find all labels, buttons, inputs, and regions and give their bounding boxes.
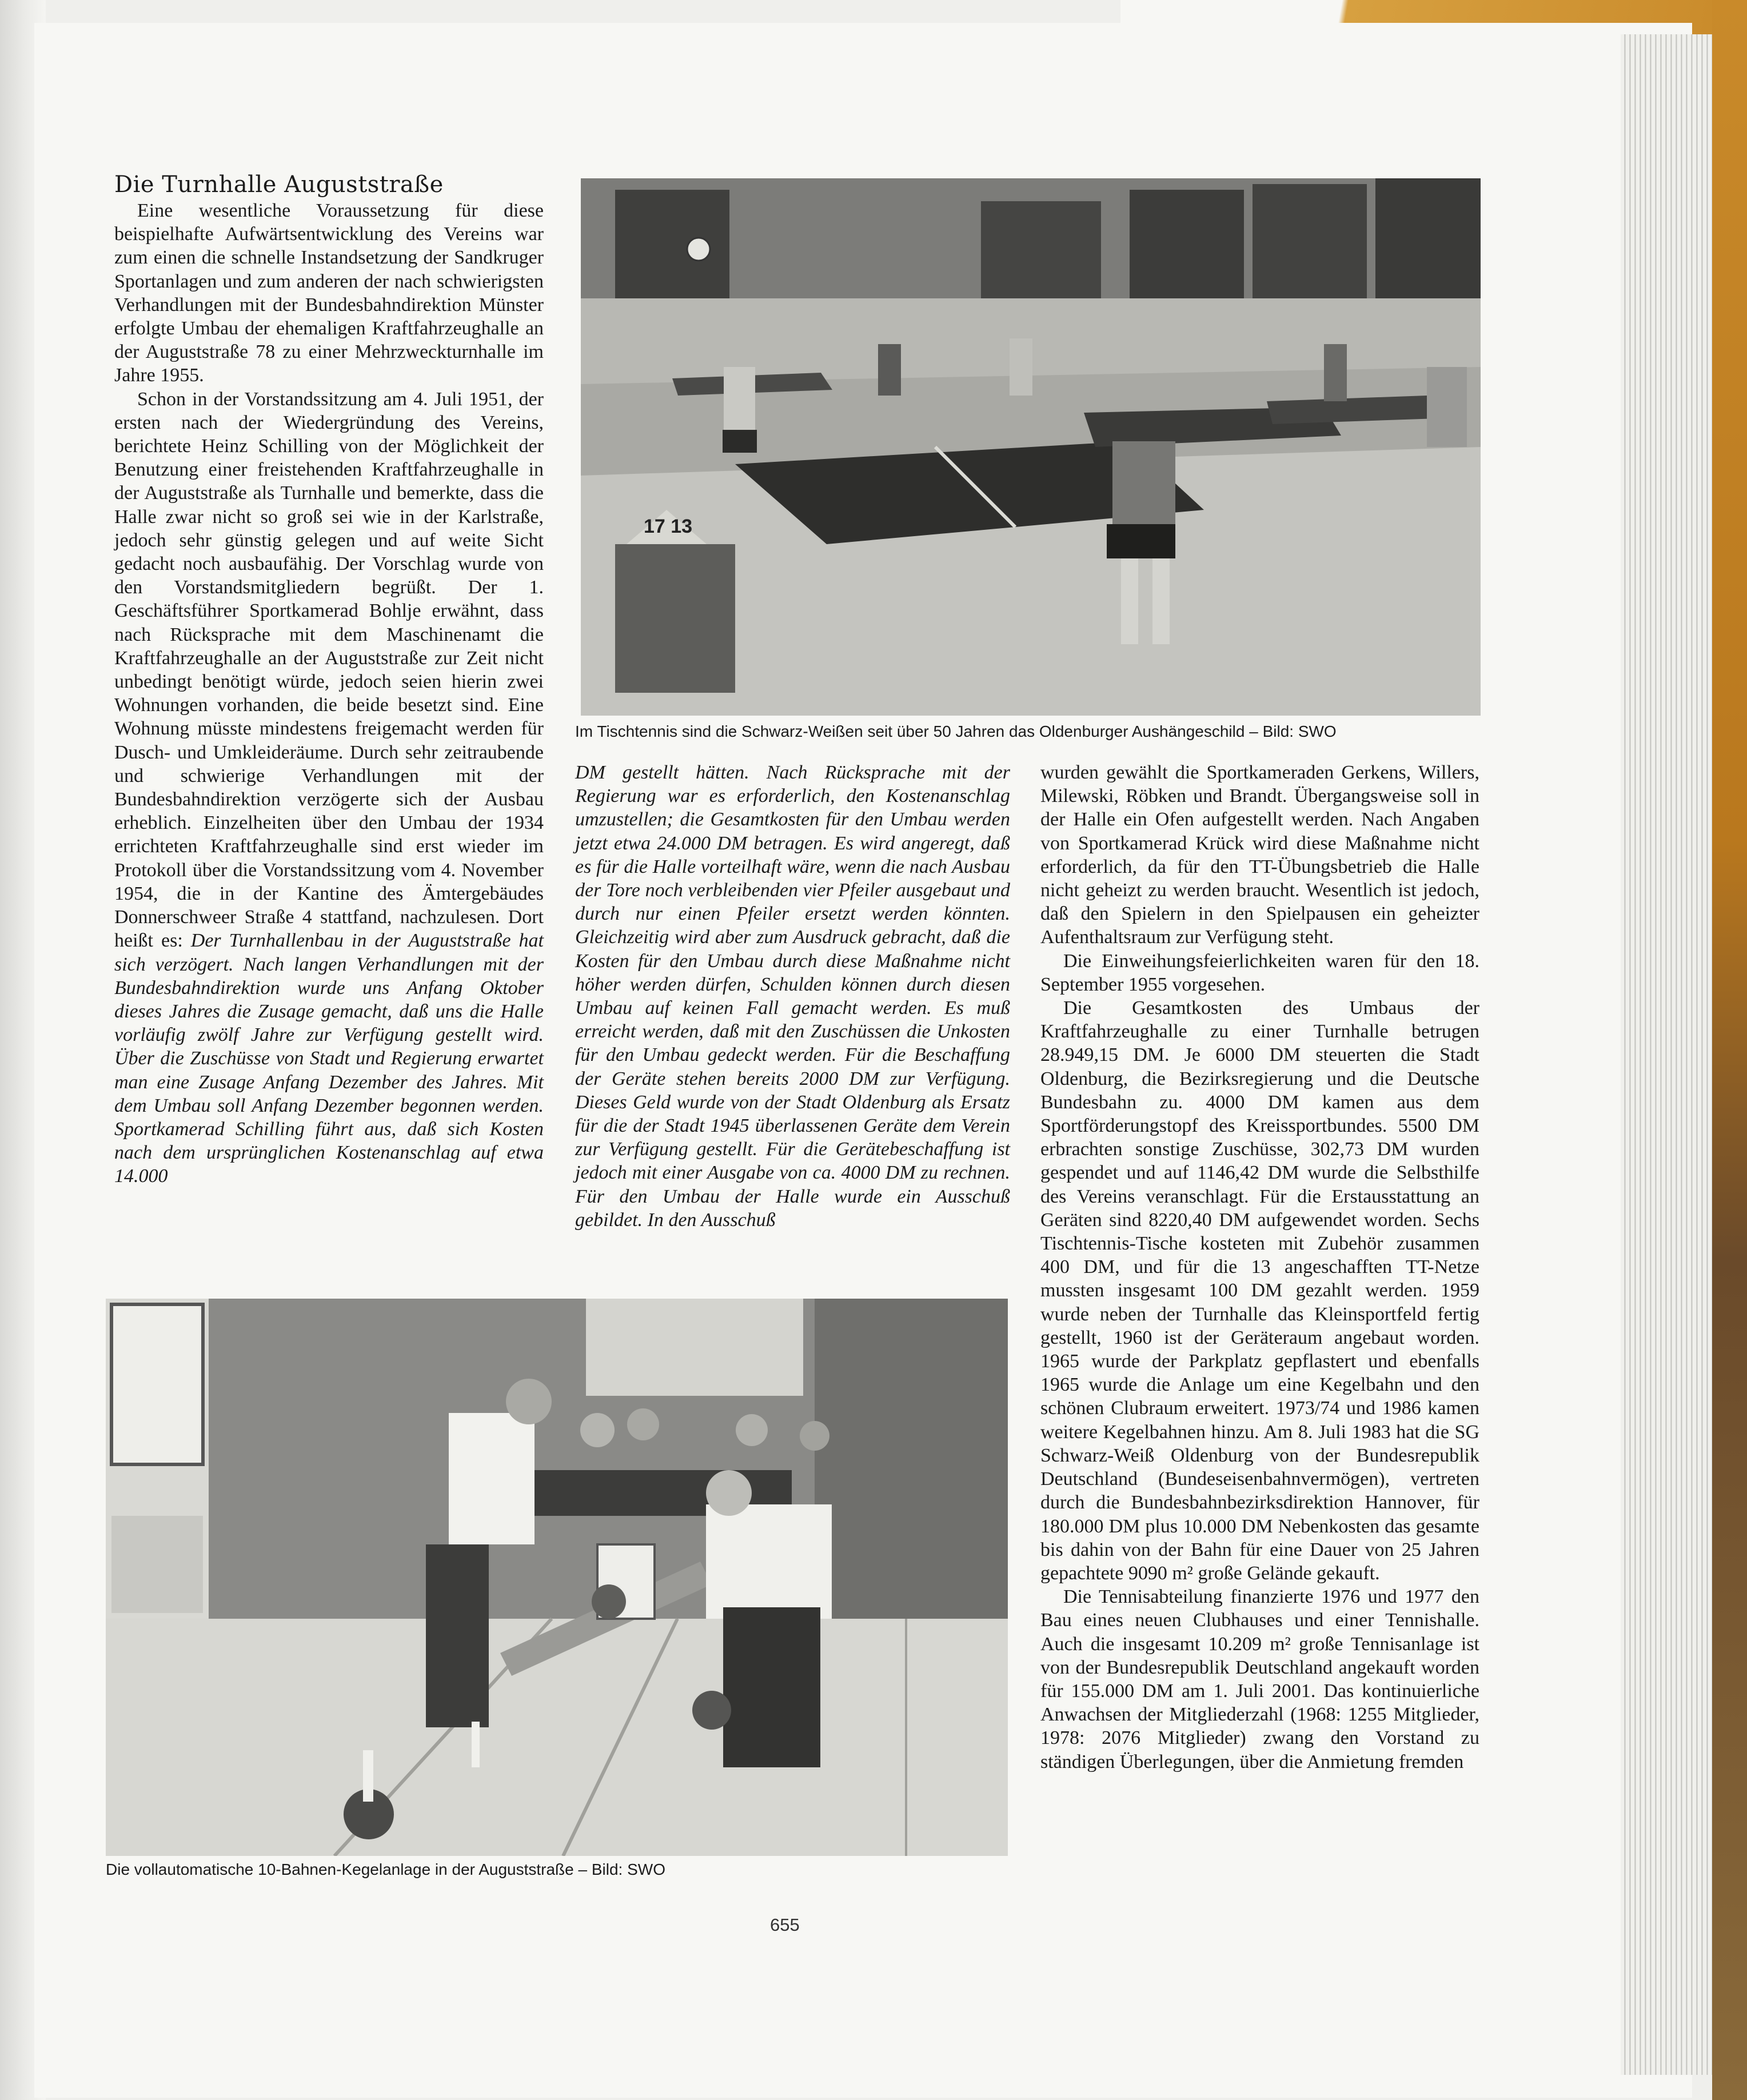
- protocol-quote-end: wurden gewählt die Sportkameraden Gerkens, Willers, Milewski, Röbken und Brandt. Übergangsweise soll in der Halle ein Ofen aufgestellt werden. Nach Angaben von Sportkamerad Krück wird diese Maßnahme nicht erforderlich, da für den TT-Übungsbetrieb die Halle nicht geheizt zu werden braucht. Wesentlich ist jedoch, daß den Spielern in den Spielpausen ein geheizter Aufenthaltsraum zur Verfügung steht.: [1040, 762, 1479, 948]
- page-number: 655: [770, 1915, 800, 1935]
- paragraph: Eine wesentliche Voraussetzung für diese beispielhafte Aufwärtsentwicklung des Vereins war zum einen die schnelle Instandsetzung der Sandkruger Sportanlagen und zum anderen der nach schwierigsten Verhandlungen mit der Bundesbahndirektion Münster erfolgte Umbau der ehemaligen Kraftfahrzeughalle an der Auguststraße 78 zu einer Mehrzweckturnhalle im Jahre 1955.: [114, 200, 544, 386]
- paragraph: Die Gesamtkosten des Umbaus der Kraftfahrzeughalle zu einer Turnhalle betrugen 28.949,15 DM. Je 6000 DM steuerten die Stadt Oldenburg, die Bezirksregierung und die Deutsche Bundesbahn zu. 4000 DM kamen aus dem Sportförderungstopf des Kreissportbundes. 5500 DM erbrachten sonstige Zuschüsse, 302,73 DM wurden gespendet und auf 1146,42 DM wurde die Selbsthilfe des Vereins veranschlagt. Für die Erstausstattung an Geräten sind 8220,40 DM aufgewendet worden. Sechs Tischtennis-Tische kosteten mit Zubehör zusammen 400 DM, und für die 13 angeschafften TT-Netze mussten insgesamt 100 DM gezahlt werden. 1959 wurde neben der Turnhalle das Kleinsportfeld fertig gestellt, 1960 ist der Geräteraum angebaut worden. 1965 wurde der Parkplatz gepflastert und ebenfalls 1965 wurde die Anlage um eine Kegelbahn und den schönen Clubraum erweitert. 1973/74 und 1986 kamen weitere Kegelbahnen hinzu. Am 8. Juli 1983 hat die SG Schwarz-Weiß Oldenburg von der Bundesrepublik Deutschland (Bundeseisenbahnvermögen), vertreten durch die Bundesbahnbezirksdirektion Hannover, für 180.000 DM plus 10.000 DM Nebenkosten das gesamte bis dahin von der Bahn für eine Dauer von 25 Jahren gepachtete 9090 m² große Gelände gekauft.: [1040, 997, 1479, 1584]
- section-heading: Die Turnhalle Auguststraße: [114, 171, 444, 198]
- bowling-alley-photo: [106, 1299, 1008, 1856]
- text-column-1: [114, 170, 544, 1188]
- paragraph: Die Tennisabteilung finanzierte 1976 und 1977 den Bau eines neuen Clubhauses und einer Tennishalle. Auch die insgesamt 10.209 m² große Tennisanlage ist von der Bundesrepublik Deutschland angekauft worden für 155.000 DM am 1. Juli 2001. Das kontinuierliche Anwachsen der Mitgliederzahl (1968: 1255 Mitglieder, 1978: 2076 Mitglieder) zwang den Vorstand zu ständigen Überlegungen, über die Anmietung fremden: [1040, 1586, 1479, 1772]
- bowling-caption: Die vollautomatische 10-Bahnen-Kegelanlage in der Auguststraße – Bild: SWO: [106, 1861, 665, 1878]
- page-stack-edge: [1621, 34, 1724, 2075]
- book-cover-edge: [1712, 0, 1747, 2100]
- protocol-quote-continued: DM gestellt hätten. Nach Rücksprache mit der Regierung war es erforderlich, den Kostenanschlag umzustellen; die Gesamtkosten für den Umbau werden jetzt etwa 24.000 DM betragen. Es wird angeregt, daß es für die Halle vorteilhaft wäre, wenn die nach Ausbau der Tore noch verbleibenden vier Pfeiler ausgebaut und durch nur einen Pfeiler ersetzt werden könnten. Gleichzeitig wird aber zum Ausdruck gebracht, daß die Kosten für den Umbau durch diese Maßnahme nicht höher werden dürfen, Schulden können durch diesen Umbau auf keinen Fall gemacht werden. Es muß erreicht werden, daß mit den Zuschüssen die Unkosten für den Umbau gedeckt werden. Für die Beschaffung der Geräte stehen bereits 2000 DM zur Verfügung. Dieses Geld wurde von der Stadt Oldenburg als Ersatz für die der Stadt 1945 überlassenen Geräte dem Verein zur Verfügung gestellt. Für die Gerätebeschaffung ist jedoch mit einer Ausgabe von ca. 4000 DM zu rechnen. Für den Umbau der Halle wurde ein Ausschuß gebildet. In den Ausschuß: [575, 762, 1010, 1231]
- table-tennis-scene: [581, 178, 1481, 716]
- protocol-quote: Der Turnhallenbau in der Auguststraße hat sich verzögert. Nach langen Verhandlungen mit der Bundesbahndirektion wurde uns Anfang Oktober dieses Jahres die Zusage gemacht, daß uns die Halle vorläufig zwölf Jahre zur Verfügung gestellt wird. Über die Zuschüsse von Stadt und Regierung erwartet man eine Zusage Anfang Dezember des Jahres. Mit dem Umbau soll Anfang Dezember begonnen werden. Sportkamerad Schilling führt aus, daß sich Kosten nach dem ursprünglichen Kostenanschlag auf etwa 14.000: [114, 930, 544, 1187]
- text-column-3: [1040, 761, 1479, 1774]
- scoreboard-sign: 17 13: [644, 516, 693, 537]
- paragraph-text: Schon in der Vorstandssitzung am 4. Juli 1951, der ersten nach der Wiedergründung des Vereins, berichtete Heinz Schilling von der Möglichkeit der Benutzung einer freistehenden Kraftfahrzeughalle in der Auguststraße als Turnhalle und bemerkte, dass die Halle zwar nicht so groß sei wie in der Karlstraße, jedoch sehr günstig gelegen und auf weite Sicht gedacht noch ausbaufähig. Der Vorschlag wurde von den Vorstandsmitgliedern begrüßt. Der 1. Geschäftsführer Sportkamerad Bohlje erwähnt, dass nach Rücksprache mit dem Maschinenamt die Kraftfahrzeughalle an der Auguststraße zur Zeit nicht unbedingt benötigt würde, jedoch seien hierin zwei Wohnungen vorhanden, die beide besetzt sind. Eine Wohnung müsste mindestens freigemacht werden für Dusch- und Umkleideräume. Durch sehr zeitraubende und schwierige Verhandlungen mit der Bundesbahndirektion verzögerte sich der Ausbau erheblich. Einzelheiten über den Umbau der 1934 errichteten Kraftfahrzeughalle sind erst wieder im Protokoll über die Vorstandssitzung vom 4. November 1954, die in der Kantine des Ämtergebäudes Donnerschweer Straße 4 stattfand, nachzulesen. Dort heißt es:: [114, 388, 544, 952]
- bowling-scene: [106, 1299, 1008, 1856]
- paragraph: Die Einweihungsfeierlichkeiten waren für den 18. September 1955 vorgesehen.: [1040, 950, 1479, 995]
- text-column-2: [575, 761, 1010, 1232]
- table-tennis-caption: Im Tischtennis sind die Schwarz-Weißen seit über 50 Jahren das Oldenburger Aushängeschild – Bild: SWO: [575, 722, 1337, 740]
- table-tennis-photo: [581, 178, 1481, 716]
- paragraph: [114, 388, 544, 1188]
